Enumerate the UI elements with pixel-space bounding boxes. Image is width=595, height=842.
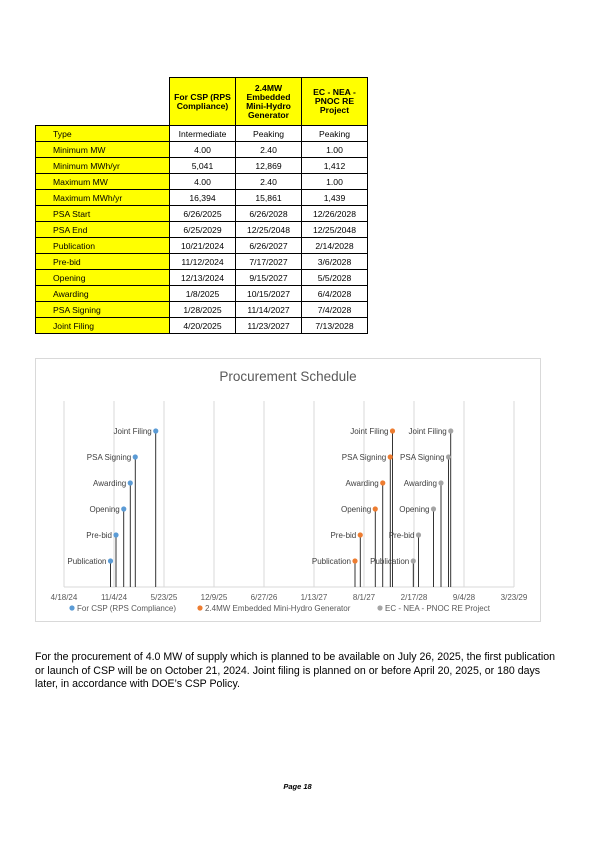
x-tick-label: 1/13/27 xyxy=(300,593,328,602)
data-label: Publication xyxy=(370,557,410,566)
table-row xyxy=(36,270,368,286)
x-tick-label: 6/27/26 xyxy=(250,593,278,602)
table-cell: 6/4/2028 xyxy=(302,286,368,302)
row-label: PSA End xyxy=(36,222,170,238)
table-cell: 4.00 xyxy=(170,174,236,190)
data-point xyxy=(388,454,393,459)
table-row xyxy=(36,302,368,318)
x-tick-label: 5/23/25 xyxy=(150,593,178,602)
table-cell: 10/15/2027 xyxy=(236,286,302,302)
table-cell: 7/13/2028 xyxy=(302,318,368,334)
column-header: EC - NEA - PNOC RE Project xyxy=(302,78,368,126)
table-cell: 12/25/2048 xyxy=(302,222,368,238)
table-cell: 15,861 xyxy=(236,190,302,206)
row-label: PSA Start xyxy=(36,206,170,222)
table-cell: 12/25/2048 xyxy=(236,222,302,238)
data-label: PSA Signing xyxy=(341,453,387,462)
legend-label: EC - NEA - PNOC RE Project xyxy=(385,604,490,613)
table-cell: 6/26/2028 xyxy=(236,206,302,222)
data-point xyxy=(416,532,421,537)
table-cell: 7/17/2027 xyxy=(236,254,302,270)
data-label: Awarding xyxy=(403,479,437,488)
table-cell: 6/26/2027 xyxy=(236,238,302,254)
data-label: Joint Filing xyxy=(350,427,389,436)
data-label: PSA Signing xyxy=(86,453,132,462)
x-tick-label: 12/9/25 xyxy=(200,593,228,602)
table-row xyxy=(36,206,368,222)
data-point xyxy=(438,480,443,485)
data-label: Publication xyxy=(67,557,107,566)
data-point xyxy=(113,532,118,537)
table-cell: 3/6/2028 xyxy=(302,254,368,270)
table-cell: 4/20/2025 xyxy=(170,318,236,334)
data-point xyxy=(380,480,385,485)
table-cell: 6/26/2025 xyxy=(170,206,236,222)
x-tick-label: 2/17/28 xyxy=(400,593,428,602)
data-label: Pre-bid xyxy=(330,531,357,540)
data-label: Pre-bid xyxy=(388,531,415,540)
data-label: Opening xyxy=(341,505,372,514)
data-label: Joint Filing xyxy=(408,427,447,436)
table-cell: 12,869 xyxy=(236,158,302,174)
page-footer xyxy=(0,782,595,791)
table-cell: 12/13/2024 xyxy=(170,270,236,286)
column-header: 2.4MW Embedded Mini-Hydro Generator xyxy=(236,78,302,126)
table-cell: 2/14/2028 xyxy=(302,238,368,254)
table-cell: 1,439 xyxy=(302,190,368,206)
data-point xyxy=(133,454,138,459)
data-point xyxy=(352,558,357,563)
table-cell: 2.40 xyxy=(236,142,302,158)
table-cell: 11/12/2024 xyxy=(170,254,236,270)
row-label: Maximum MWh/yr xyxy=(36,190,170,206)
page-number: 18 xyxy=(303,782,312,791)
legend-label: 2.4MW Embedded Mini-Hydro Generator xyxy=(205,604,351,613)
legend-label: For CSP (RPS Compliance) xyxy=(77,604,176,613)
row-label: Minimum MW xyxy=(36,142,170,158)
table-cell: Intermediate xyxy=(170,126,236,142)
table-row xyxy=(36,190,368,206)
procurement-schedule-chart xyxy=(35,358,541,622)
data-point xyxy=(358,532,363,537)
data-point xyxy=(108,558,113,563)
table-header-row xyxy=(36,78,368,126)
data-point xyxy=(411,558,416,563)
data-label: Opening xyxy=(89,505,120,514)
table-cell: Peaking xyxy=(236,126,302,142)
table-cell: 16,394 xyxy=(170,190,236,206)
page-label: Page xyxy=(283,782,304,791)
row-label: Type xyxy=(36,126,170,142)
data-point xyxy=(121,506,126,511)
data-label: PSA Signing xyxy=(400,453,445,462)
x-tick-label: 9/4/28 xyxy=(452,593,476,602)
x-tick-label: 3/23/29 xyxy=(500,593,528,602)
table-cell: 10/21/2024 xyxy=(170,238,236,254)
x-tick-label: 8/1/27 xyxy=(352,593,376,602)
table-cell: 12/26/2028 xyxy=(302,206,368,222)
data-label: Pre-bid xyxy=(86,531,112,540)
table-cell: 4.00 xyxy=(170,142,236,158)
data-label: Opening xyxy=(399,505,430,514)
data-point xyxy=(390,428,395,433)
chart-title: Procurement Schedule xyxy=(219,369,357,384)
data-label: Awarding xyxy=(93,479,127,488)
table-corner xyxy=(36,78,170,126)
table-row xyxy=(36,158,368,174)
chart-canvas xyxy=(36,359,540,621)
table-cell: 11/23/2027 xyxy=(236,318,302,334)
body-paragraph: For the procurement of 4.0 MW of supply which is planned to be available on July 26, 2025, the first publication or launch of CSP will be on October 21, 2024. Joint filing is planned on or before April 20, 2025, or 180 days later, in accordance with DOE’s CSP Policy. xyxy=(35,651,555,691)
table-cell: 6/25/2029 xyxy=(170,222,236,238)
procurement-table xyxy=(35,77,368,334)
table-cell: 2.40 xyxy=(236,174,302,190)
table-cell: 5,041 xyxy=(170,158,236,174)
data-point xyxy=(448,428,453,433)
data-point xyxy=(431,506,436,511)
table-row xyxy=(36,286,368,302)
data-label: Publication xyxy=(311,557,351,566)
table-row xyxy=(36,142,368,158)
table-cell: 1/8/2025 xyxy=(170,286,236,302)
legend-marker xyxy=(377,605,382,610)
legend-marker xyxy=(197,605,202,610)
x-tick-label: 4/18/24 xyxy=(50,593,78,602)
column-header: For CSP (RPS Compliance) xyxy=(170,78,236,126)
row-label: Maximum MW xyxy=(36,174,170,190)
row-label: Opening xyxy=(36,270,170,286)
legend-marker xyxy=(69,605,74,610)
row-label: Minimum MWh/yr xyxy=(36,158,170,174)
table-row xyxy=(36,174,368,190)
table-cell: 1/28/2025 xyxy=(170,302,236,318)
row-label: PSA Signing xyxy=(36,302,170,318)
data-label: Joint Filing xyxy=(113,427,152,436)
table-row xyxy=(36,318,368,334)
data-point xyxy=(373,506,378,511)
table-cell: Peaking xyxy=(302,126,368,142)
table-row xyxy=(36,222,368,238)
data-label: Awarding xyxy=(345,479,379,488)
table-cell: 7/4/2028 xyxy=(302,302,368,318)
data-point xyxy=(153,428,158,433)
table-cell: 1.00 xyxy=(302,174,368,190)
table-cell: 9/15/2027 xyxy=(236,270,302,286)
table-row xyxy=(36,254,368,270)
row-label: Pre-bid xyxy=(36,254,170,270)
table-cell: 1,412 xyxy=(302,158,368,174)
row-label: Publication xyxy=(36,238,170,254)
table-row xyxy=(36,126,368,142)
table-cell: 5/5/2028 xyxy=(302,270,368,286)
data-point xyxy=(446,454,451,459)
data-point xyxy=(128,480,133,485)
table-cell: 1.00 xyxy=(302,142,368,158)
x-tick-label: 11/4/24 xyxy=(100,593,128,602)
row-label: Joint Filing xyxy=(36,318,170,334)
table-cell: 11/14/2027 xyxy=(236,302,302,318)
row-label: Awarding xyxy=(36,286,170,302)
table-row xyxy=(36,238,368,254)
